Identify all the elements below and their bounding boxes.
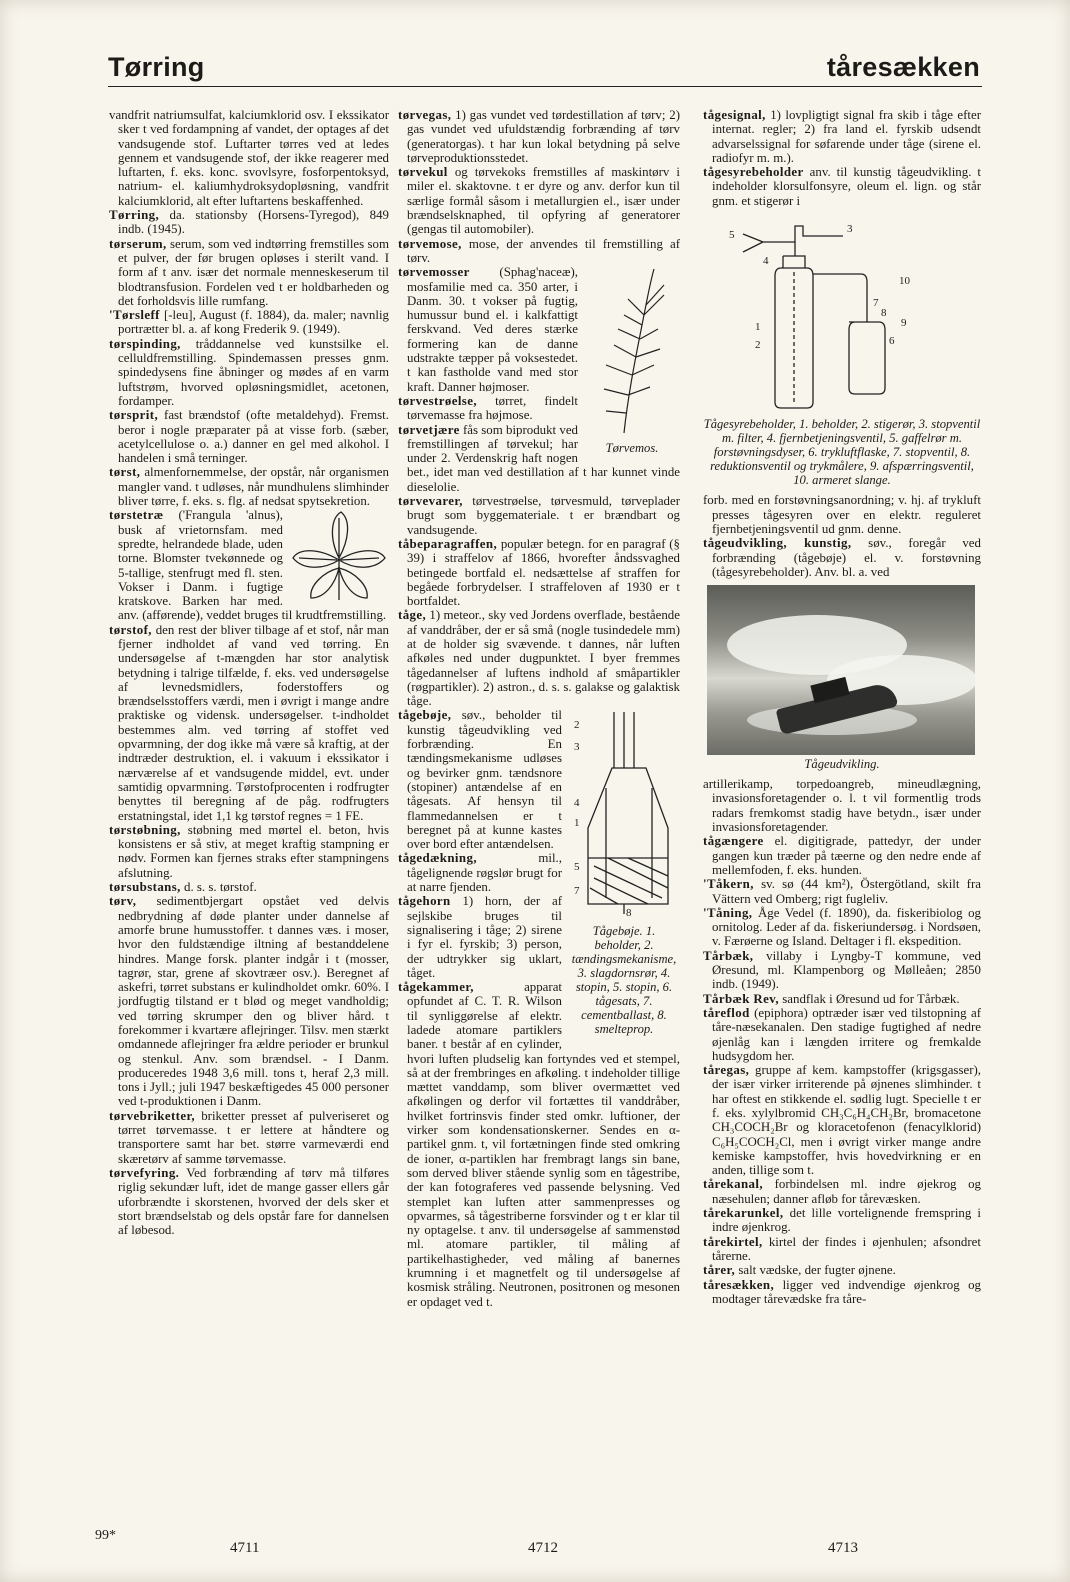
caption-fog-acid-tank: Tågesyrebeholder, 1. beholder, 2. stigerør, 3. stopventil m. filter, 4. fjernbetjeningsventil, 5. gaffelrør m. forstøvningsdyser, 6. trykluftflaske, 7. stopventil, 8. reduktionsventil og trykmålere, 9. afspærringsventil, 10. armeret slange. (703, 417, 981, 488)
buoy-label: 1 (574, 817, 580, 830)
entry: tågeudvikling, kunstig, søv., foregår ved forbrænding (tågebøje) el. v. forstøvning (tågesyrebeholder). Anv. bl. a. ved (703, 536, 981, 579)
entry: tørvemosser (Sphag'naceæ), mosfamilie med ca. 350 arter, i Danm. 30. t vokser på fugtig, humussur bund el. i kalkfattigt ferskvand. Ved deres stærke formering kan de danne udstrakte tæpper på voksestedet. t kan fastholde vand med stor kraft. Danner højmoser. (398, 265, 578, 394)
entry: tørvemose, mose, der anvendes til fremstilling af tørv. (398, 236, 680, 265)
buoy-label: 2 (574, 719, 580, 732)
entry: tågehorn 1) horn, der af sejlskibe bruges til signalisering i tåge; 2) sirene i fyr el. fyrskib; 3) person, der udtrykker sig uklart, tåget. (398, 894, 562, 980)
entry: tørstof, den rest der bliver tilbage af et stof, når man fjerner indholdet af vand ved tørring. En undersøgelse af t-mængden har stor analytisk betydning i talrige tilfælde, f. eks. ved undersøgelse af levnedsmidlers, foderstoffers og brændselsstoffers værdi, men i øvrigt i mange andre praktiske og vidensk. undersøgelser. t-indholdet bestemmes alm. ved tørring af stoffet ved opvarmning, der dog ikke må være så kraftig, at der indtræder destruktion, el. i vakuum i ekssikator i nærværelse af et vandsugende middel, evt. under samtidig opvarmning. Tørstofprocenten i rodfrugter benyttes til beregning af de påg. rodfrugters erstatningstal, idet 1,1 kg tørstof regnes = 1 FE. (109, 622, 389, 823)
entry: tørvegas, 1) gas vundet ved tørdestillation af tørv; 2) gas vundet ved ufuldstændig forbrænding af tørv (generatorgas). t har kun lokal betydning på selve tørveproduktionsstedet. (398, 108, 680, 165)
buoy-label: 8 (626, 907, 632, 919)
column-1 (109, 108, 389, 1237)
entry: tørspinding, tråddannelse ved kunstsilke el. celluldfremstilling. Spindemassen presses gnm. spindedysens fine åbninger og mødes af en varm luftstrøm, hvorved opløsningsmidlet, acetonen, fordamper. (109, 336, 389, 408)
entry: 'Tåning, Åge Vedel (f. 1890), da. fiskeribiolog og ornitolog. Leder af da. fiskeriundersøg. i Nordsøen, v. Færøerne og Island. Deltager i fl. ekspedition. (703, 905, 981, 949)
buoy-label: 5 (574, 861, 580, 874)
entry: tørvevarer, tørvestrøelse, tørvesmuld, tørveplader brugt som byggemateriale. t er brændbart og vandsugende. (398, 494, 680, 537)
entry: tørstøbning, støbning med mørtel el. beton, hvis konsistens er så stiv, at meget kraftig stampning er nødv. Formen kan fjernes straks efter stampningens afslutning. (109, 822, 389, 880)
entry: tårekarunkel, det lille vortelignende fremspring i indre øjenkrog. (703, 1206, 981, 1235)
entry: tåresækken, ligger ved indvendige øjenkrog og modtager tårevædske fra tåre- (703, 1277, 981, 1306)
running-header-right: tåresækken (826, 52, 980, 82)
signature-mark: 99* (95, 1528, 116, 1543)
tank-label: 5 (729, 229, 735, 242)
caption-fog-buoy: Tågebøje. 1. beholder, 2. tændingsmekanisme, 3. slagdornsrør, 4. stopin, 5. stopin, 6. tågesats, 7. cementballast, 8. smelteprop. (571, 923, 677, 1036)
tank-label: 6 (889, 335, 895, 348)
entry: Tårbæk Rev, sandflak i Øresund ud for Tårbæk. (703, 991, 960, 1006)
caption-peat-moss: Tørvemos. (605, 440, 659, 455)
buoy-label: 4 (574, 797, 580, 810)
entry: tårekirtel, kirtel der findes i øjenhulen; afsondret tårerne. (703, 1234, 981, 1263)
page-number-3: 4713 (828, 1540, 858, 1556)
buoy-label: 3 (574, 741, 580, 754)
tank-label: 10 (899, 275, 910, 288)
entry: tågesyrebeholder anv. til kunstig tågeudvikling. t indeholder klorsulfonsyre, oleum el. lign. og står gnm. et stigerør i (703, 165, 981, 208)
tank-label: 9 (901, 317, 907, 330)
entry: tågebøje, søv., beholder til kunstig tågeudvikling ved forbrænding. En tændingsmekanisme udløses og bevirker gnm. tændsnore (stopiner) antændelse af en tågesats. Af hensyn til flammedannelsen er t beregnet på at kunne kastes over bord efter antændelsen. (398, 708, 562, 852)
column-3 (703, 108, 981, 1306)
entry: tørvefyring. Ved forbrænding af tørv må tilføres riglig sekundær luft, idet de mange gasser ellers går uforbrændte i skorstenen, hvorved der dels sker et stort brændselstab og dels opstår fare for dannelsen af løbesod. (109, 1165, 389, 1238)
entry: vandfrit natriumsulfat, kalciumklorid osv. I ekssikator sker t ved fordampning af vandet, der optages af det vandsugende stof. Luftarter tørres ved at ledes gennem et vandsugende stof, der ikke reagerer med luftarten, f. eks. konc. svovlsyre, fosforpentoksyd, natrium- el. kaliumhydroksydopløsning, vandfrit kalciumklorid, alt efter luftartens beskaffenhed. (109, 108, 389, 208)
leaf-illustration (289, 508, 389, 604)
entry: tårer, salt vædske, der fugter øjnene. (703, 1263, 896, 1278)
peat-moss-illustration (584, 265, 680, 435)
buoy-label: 7 (574, 885, 580, 898)
caption-smoke-screen: Tågeudvikling. (804, 757, 880, 772)
entry: tågedækning, mil., tågelignende røgslør brugt for at narre fjenden. (398, 851, 562, 895)
entry: tørvebriketter, briketter presset af pulveriseret og tørret tørvemasse. t er lettere at håndtere og transportere samt har bet. større varmeværdi end skæretørv af samme tørvemasse. (109, 1108, 389, 1166)
entry: tåge, 1) meteor., sky ved Jordens overflade, bestående af vanddråber, der er så små (nogle tusindedele mm) at de holder sig svævende. t dannes, når luften afkøles ned under dugpunktet. I byer fremmes tågedannelser af luftens indhold af småpartikler (røgpartikler). 2) astron., d. s. s. galakse og galaktisk tåge. (398, 608, 680, 709)
fog-buoy-diagram (568, 708, 680, 918)
page-number-1: 4711 (230, 1540, 260, 1556)
tank-label: 4 (763, 255, 769, 268)
entry: tågekammer, apparat opfundet af C. T. R. Wilson til synliggørelse af elektr. ladede atomare partiklers baner. t består af en cylinder, hvori luften pludselig kan fortyndes ved et stempel, så at der frembringes en afkøling. t indeholder tillige mættet vanddamp, som bliver overmættet ved afkølingen og derfor vil fortættes til vanddråber, hvilket fortrinsvis finder sted omkr. luftioner, der virker som kondensationskerner. Sendes en α-partikel gnm. t, vil fortætningen finde sted omkring de ioner, α-partiklen har frembragt langs sin bane, som derved bliver stående synlig som en tågestribe, der kan fotograferes ved passende belysning. Ved stemplet kan luften atter sammenpresses og opvarmes, så tågestriberne forsvinder og t er klar til ny optagelse. t anv. til undersøgelse af sammenstød ml. atomare partikler, til måling af partikelhastigheder, ved måling af banernes krumning i et magnetfelt og til undersøgelse af kosmisk stråling. Neutronen, positronen og mesonen er opdaget ved t. (398, 980, 680, 1309)
fog-buoy-figure (568, 708, 680, 1041)
tank-label: 3 (847, 223, 853, 236)
entry: tørsprit, fast brændstof (ofte metaldehyd). Fremst. beror i nogle præparater på at visse forb. (sæber, acetylcellulose o. a.) danner en gel med alkohol. I handelen i små terninger. (109, 408, 389, 466)
entry: tørvekul og tørvekoks fremstilles af maskintørv i miler el. skaktovne. t er dyre og anv. derfor kun til særlige formål såsom i metallurgien el., især under brændselsknaphed, til opfyring af generatorer (gengas til automobiler). (398, 165, 680, 237)
entry: tørstetræ ('Frangula 'alnus), busk af vrietornsfam. med spredte, helrandede blade, uden torne. Blomster tvekønnede og 5-tallige, stenfrugt med fl. sten. Vokser i Danm. i fugtige kratskove. Barken har med. anv. (afførende), veddet bruges til krudtfremstilling. (109, 508, 389, 622)
entry: Tørring, da. stationsby (Horsens-Tyregod), 849 indb. (1945). (109, 208, 389, 237)
entry: tågesignal, 1) lovpligtigt signal fra skib i tåge efter internat. regler; 2) fra land el. fyrskib udsendt advarselssignal for søfarende under tåge (sirene el. radiofyr m. m.). (703, 108, 981, 165)
entry: tørv, sedimentbjergart opstået ved delvis nedbrydning af døde planter under dannelse af amorfe brune humusstoffer. t dannes væs. i moser, hvor den fuldstændige iltning af bestanddelene hindres. Mange forsk. planter indgår i t (mosser, tagrør, star, grene af skovtræer osv.). Beregnet af askefri, tørret substans er kulindholdet omkr. 60%. I jordfugtig tilstand er t blød og meget vandholdig; ved tørring skrumper den og bliver hård. t forekommer i kvartære aflejringer. Tilsv. men stærkt omdannede aflejringer fra ældre perioder er brunkul og stenkul. Anv. som brændsel. - I Danm. produceredes 1948 3,6 mill. tons t, heraf 2,3 mill. tons i Jyll.; juli 1947 beskæftigedes 45 000 personer ved t-produktionen i Danm. (109, 894, 389, 1109)
entry: tørst, almenfornemmelse, der opstår, når organismen mangler vand. t udløses, når mundhulens slimhinder bliver tørre, f. eks. s. flg. af nedsat spytsekretion. (109, 465, 389, 509)
running-header-left: Tørring (108, 52, 205, 82)
entry: tørsubstans, d. s. s. tørstof. (109, 880, 257, 895)
entry: 'Tørsleff [-leu], August (f. 1884), da. maler; navnlig portrætter bl. a. af kong Frederik 9. (1949). (109, 308, 389, 337)
entry: tørvetjære fås som biprodukt ved fremstillingen af tørvekul; har under 2. Verdenskrig haft nogen bet., idet man ved destillation af t har kunnet vinde dieselolie. (398, 422, 680, 494)
tank-label: 1 (755, 321, 761, 334)
entry: 'Tåkern, sv. sø (44 km²), Östergötland, skilt fra Vättern ved Omberg; rigt fugleliv. (703, 877, 981, 906)
entry: tåregas, gruppe af kem. kampstoffer (krigsgasser), der især virker irriterende på øjnenes slimhinder. t har oftest en stikkende el. sødlig lugt. Specielle t er f. eks. xylylbromid CH₃C₆H₄CH₂Br, bromacetone CH₃COCH₂Br og kloracetofenon (fenacylklorid) C₆H₅COCH₂Cl, men i øvrigt virker mange andre kemiske kampstoffer, hvis hovedvirkning er en anden, tillige som t. (703, 1063, 981, 1178)
entry: artillerikamp, torpedoangreb, mineudlægning, invasionsforetagender o. l. t vil formentlig trods radars fremkomst stadig have betydn., især under invasionsforetagender. (703, 777, 981, 835)
fog-acid-tank-figure (703, 212, 981, 487)
entry: tåreflod (epiphora) optræder især ved tilstopning af tåre-næsekanalen. Den stadige fugtighed af nedre øjenlåg kan i længden irritere og fremkalde hudsygdom her. (703, 1005, 981, 1063)
header-rule (108, 86, 982, 87)
column-2 (398, 108, 680, 1309)
entry: tårekanal, forbindelsen ml. indre øjekrog og næsehulen; danner afløb for tårevæsken. (703, 1177, 981, 1206)
entry: forb. med en forstøvningsanordning; v. hj. af trykluft presses tågesyren over en elektr. reguleret fjernbetjeningsventil ud gnm. denne. (703, 493, 981, 536)
entry: Tårbæk, villaby i Lyngby-T kommune, ved Øresund, ml. Klampenborg og Mølleåen; 2850 indb. (1949). (703, 948, 981, 992)
page-number-2: 4712 (528, 1540, 558, 1556)
entry: tågængere el. digitigrade, pattedyr, der under gangen kun træder på tæerne og den nedre ende af mellemfoden, f. eks. hunden. (703, 834, 982, 877)
peat-moss-figure (584, 265, 680, 460)
fog-acid-tank-diagram (703, 212, 981, 412)
entry: tåbeparagraffen, populær betegn. for en paragraf (§ 39) i straffelov af 1866, hvorefter åndssvaghed betingede bortfald el. nedsættelse af straffen for begåede forbrydelser. I straffeloven af 1930 er t bortfaldet. (398, 536, 680, 609)
tank-label: 8 (881, 307, 887, 320)
entry: tørserum, serum, som ved indtørring fremstilles som et pulver, der før brugen opløses i sterilt vand. I form af t anv. især det normale menneskeserum til blodtransfusion. Fordelen ved t er holdbarheden og det forholdsvis lille rumfang. (109, 236, 389, 308)
tank-label: 7 (873, 297, 879, 310)
smoke-screen-photo (707, 585, 975, 755)
entry: tørvestrøelse, tørret, findelt tørvemasse fra højmose. (398, 393, 578, 423)
tank-label: 2 (755, 339, 761, 352)
